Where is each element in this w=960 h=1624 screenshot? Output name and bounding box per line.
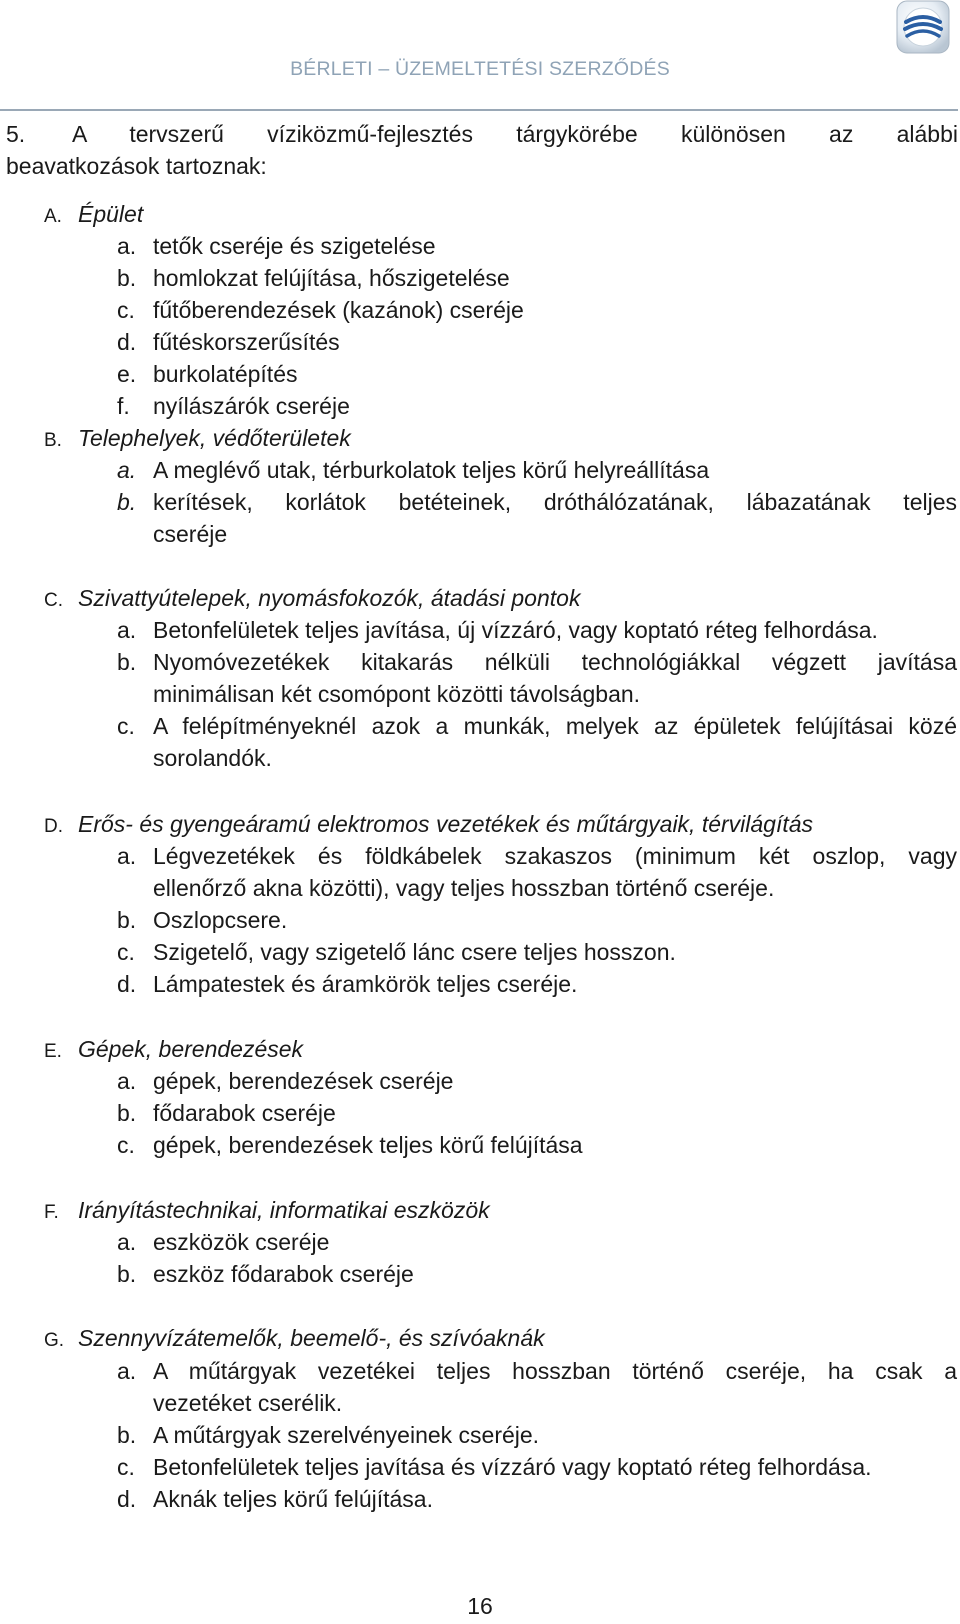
section-b-heading: B. Telephelyek, védőterületek bbox=[44, 425, 351, 451]
section-g-heading: G. Szennyvízátemelők, beemelő-, és szívóaknák bbox=[44, 1325, 545, 1351]
section-d-heading: D. Erős- és gyengeáramú elektromos vezetékek és műtárgyaik, térvilágítás bbox=[44, 811, 814, 837]
header-divider bbox=[0, 109, 958, 111]
intro-number: 5. bbox=[6, 121, 26, 147]
list-item: c. Betonfelületek teljes javítása és vízzáró vagy koptató réteg felhordása. bbox=[117, 1454, 872, 1480]
section-e-heading: E. Gépek, berendezések bbox=[44, 1036, 304, 1062]
list-item: d. Lámpatestek és áramkörök teljes cseréje. bbox=[117, 971, 578, 997]
list-item: c. A felépítményeknél azok a munkák, melyek az épületek felújításai közé sorolandók. bbox=[117, 713, 957, 771]
list-item: c. Szigetelő, vagy szigetelő lánc csere teljes hosszon. bbox=[117, 939, 676, 965]
intro-line-1: 5. A tervszerű víziközmű-fejlesztés tárgykörébe különösen az alábbi bbox=[6, 118, 958, 150]
list-item: b. eszköz fődarabok cseréje bbox=[117, 1261, 414, 1287]
list-item: b. homlokzat felújítása, hőszigetelése bbox=[117, 265, 510, 291]
section-a-heading: A. Épület bbox=[44, 201, 144, 227]
section-f-heading: F. Irányítástechnikai, informatikai eszközök bbox=[44, 1197, 490, 1223]
list-item: a. A műtárgyak vezetékei teljes hosszban történő cseréje, ha csak a vezetéket cserélik. bbox=[117, 1358, 957, 1416]
list-item: a. A meglévő utak, térburkolatok teljes körű helyreállítása bbox=[117, 457, 710, 483]
list-item: c. gépek, berendezések teljes körű felújítása bbox=[117, 1132, 583, 1158]
document-header-title: BÉRLETI – ÜZEMELTETÉSI SZERZŐDÉS bbox=[290, 58, 670, 80]
list-item: a. Légvezetékek és földkábelek szakaszos (minimum két oszlop, vagy ellenőrző akna közötti), vagy teljes hosszban történő cseréje. bbox=[117, 843, 957, 901]
list-item: b. kerítések, korlátok betéteinek, dróthálózatának, lábazatának teljes cseréje bbox=[117, 489, 957, 547]
list-item: a. gépek, berendezések cseréje bbox=[117, 1068, 454, 1094]
list-item: b. Oszlopcsere. bbox=[117, 907, 288, 933]
list-item: b. Nyomóvezetékek kitakarás nélküli technológiákkal végzett javítása minimálisan két csomópont közötti távolságban. bbox=[117, 649, 957, 707]
list-item: d. fűtéskorszerűsítés bbox=[117, 329, 340, 355]
list-item: b. fődarabok cseréje bbox=[117, 1100, 336, 1126]
company-logo-icon bbox=[896, 0, 950, 54]
list-item: f. nyílászárók cseréje bbox=[117, 393, 350, 419]
intro-paragraph bbox=[6, 118, 958, 182]
intro-line-2: beavatkozások tartoznak: bbox=[6, 153, 267, 179]
list-item: d. Aknák teljes körű felújítása. bbox=[117, 1486, 433, 1512]
list-item: a. eszközök cseréje bbox=[117, 1229, 330, 1255]
list-item: c. fűtőberendezések (kazánok) cseréje bbox=[117, 297, 524, 323]
section-c-heading: C. Szivattyútelepek, nyomásfokozók, átadási pontok bbox=[44, 585, 581, 611]
list-item: a. tetők cseréje és szigetelése bbox=[117, 233, 436, 259]
page-number: 16 bbox=[467, 1593, 493, 1619]
list-item: e. burkolatépítés bbox=[117, 361, 298, 387]
list-item: a. Betonfelületek teljes javítása, új vízzáró, vagy koptató réteg felhordása. bbox=[117, 617, 878, 643]
list-item: b. A műtárgyak szerelvényeinek cseréje. bbox=[117, 1422, 540, 1448]
